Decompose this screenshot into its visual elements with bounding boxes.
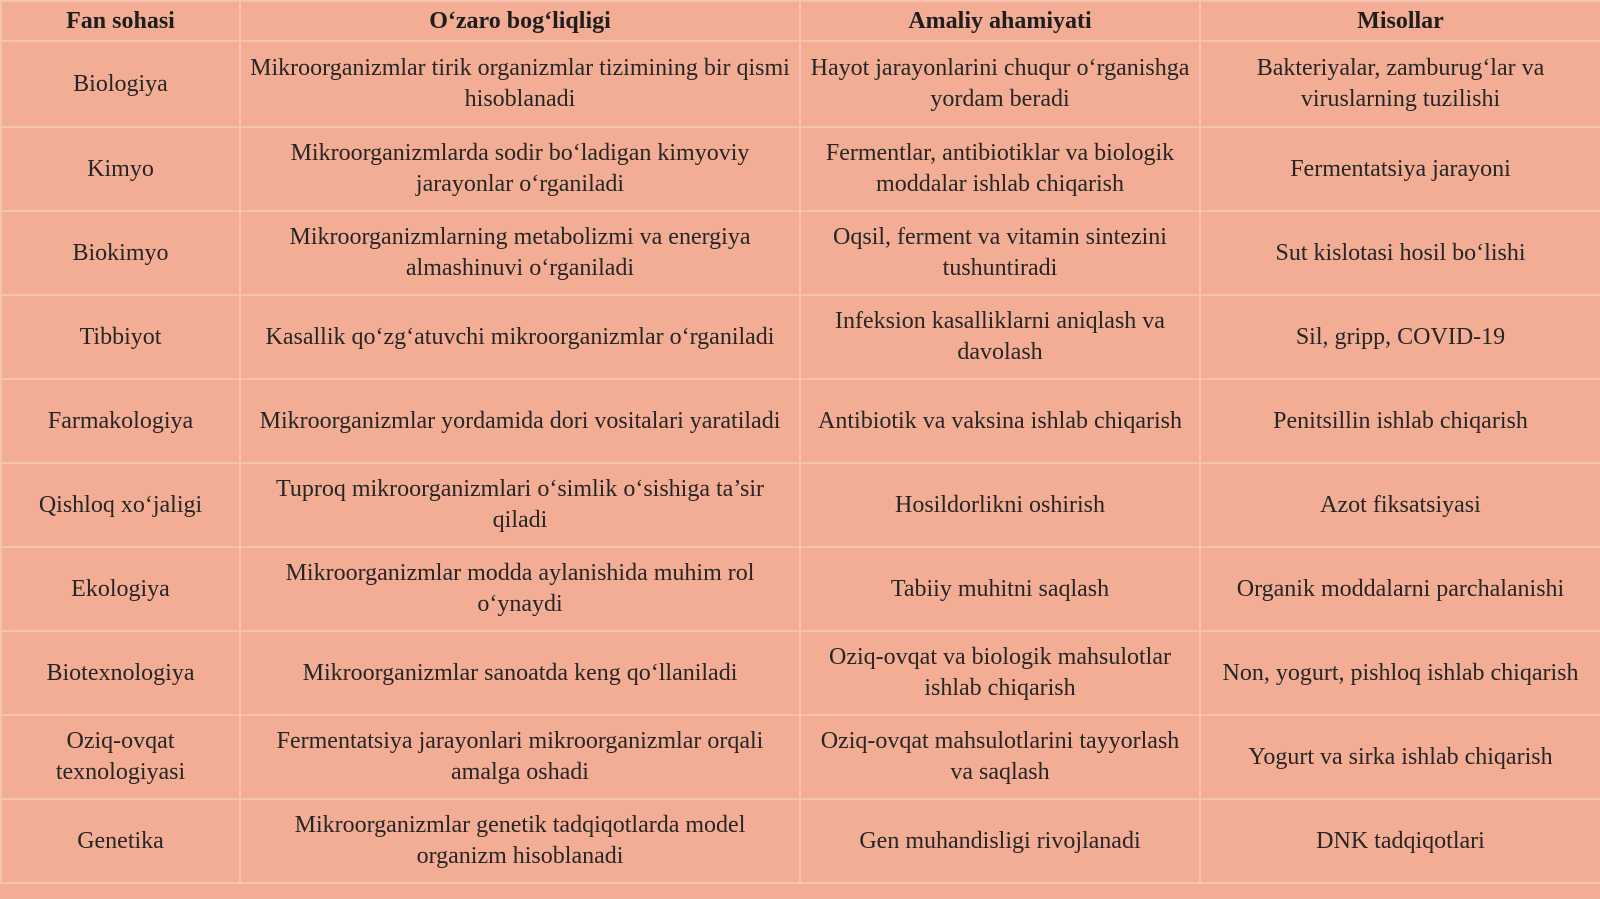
cell-field: Biotexnologiya [1,631,240,715]
cell-field: Genetika [1,799,240,883]
table-row [1,41,1600,127]
cell-significance: Antibiotik va vaksina ishlab chiqarish [800,379,1200,463]
cell-examples: Non, yogurt, pishloq ishlab chiqarish [1200,631,1600,715]
table-row [1,463,1600,547]
table-row [1,127,1600,211]
cell-examples: Yogurt va sirka ishlab chiqarish [1200,715,1600,799]
header-fan-sohasi: Fan sohasi [1,1,240,41]
cell-examples: Sut kislotasi hosil bo‘lishi [1200,211,1600,295]
table-row [1,379,1600,463]
cell-examples: Organik moddalarni parchalanishi [1200,547,1600,631]
cell-relation: Mikroorganizmlar tirik organizmlar tizimining bir qismi hisoblanadi [240,41,800,127]
cell-field: Qishloq xo‘jaligi [1,463,240,547]
cell-field: Tibbiyot [1,295,240,379]
cell-relation: Fermentatsiya jarayonlari mikroorganizmlar orqali amalga oshadi [240,715,800,799]
table-header-row [1,1,1600,41]
cell-field: Farmakologiya [1,379,240,463]
table-row [1,799,1600,883]
cell-field: Kimyo [1,127,240,211]
cell-relation: Mikroorganizmlar yordamida dori vositalari yaratiladi [240,379,800,463]
cell-examples: Sil, gripp, COVID-19 [1200,295,1600,379]
table-row [1,547,1600,631]
table-row [1,631,1600,715]
cell-examples: Penitsillin ishlab chiqarish [1200,379,1600,463]
cell-field: Oziq-ovqat texnologiyasi [1,715,240,799]
cell-relation: Tuproq mikroorganizmlari o‘simlik o‘sishiga ta’sir qiladi [240,463,800,547]
cell-examples: Azot fiksatsiyasi [1200,463,1600,547]
table-row [1,211,1600,295]
cell-significance: Oziq-ovqat va biologik mahsulotlar ishlab chiqarish [800,631,1200,715]
cell-relation: Kasallik qo‘zg‘atuvchi mikroorganizmlar o‘rganiladi [240,295,800,379]
cell-field: Ekologiya [1,547,240,631]
header-amaliy-ahamiyati: Amaliy ahamiyati [800,1,1200,41]
cell-examples: DNK tadqiqotlari [1200,799,1600,883]
cell-significance: Gen muhandisligi rivojlanadi [800,799,1200,883]
cell-field: Biologiya [1,41,240,127]
header-ozaro-bogliqligi: O‘zaro bog‘liqligi [240,1,800,41]
table-row [1,715,1600,799]
cell-relation: Mikroorganizmlar genetik tadqiqotlarda model organizm hisoblanadi [240,799,800,883]
header-misollar: Misollar [1200,1,1600,41]
cell-significance: Oqsil, ferment va vitamin sintezini tushuntiradi [800,211,1200,295]
cell-significance: Hosildorlikni oshirish [800,463,1200,547]
cell-significance: Tabiiy muhitni saqlash [800,547,1200,631]
cell-relation: Mikroorganizmlar modda aylanishida muhim rol o‘ynaydi [240,547,800,631]
cell-examples: Fermentatsiya jarayoni [1200,127,1600,211]
cell-examples: Bakteriyalar, zamburug‘lar va viruslarning tuzilishi [1200,41,1600,127]
cell-field: Biokimyo [1,211,240,295]
cell-relation: Mikroorganizmlarning metabolizmi va energiya almashinuvi o‘rganiladi [240,211,800,295]
cell-significance: Oziq-ovqat mahsulotlarini tayyorlash va saqlash [800,715,1200,799]
cell-significance: Fermentlar, antibiotiklar va biologik moddalar ishlab chiqarish [800,127,1200,211]
cell-relation: Mikroorganizmlar sanoatda keng qo‘llaniladi [240,631,800,715]
table-row [1,295,1600,379]
cell-relation: Mikroorganizmlarda sodir bo‘ladigan kimyoviy jarayonlar o‘rganiladi [240,127,800,211]
cell-significance: Infeksion kasalliklarni aniqlash va davolash [800,295,1200,379]
cell-significance: Hayot jarayonlarini chuqur o‘rganishga yordam beradi [800,41,1200,127]
